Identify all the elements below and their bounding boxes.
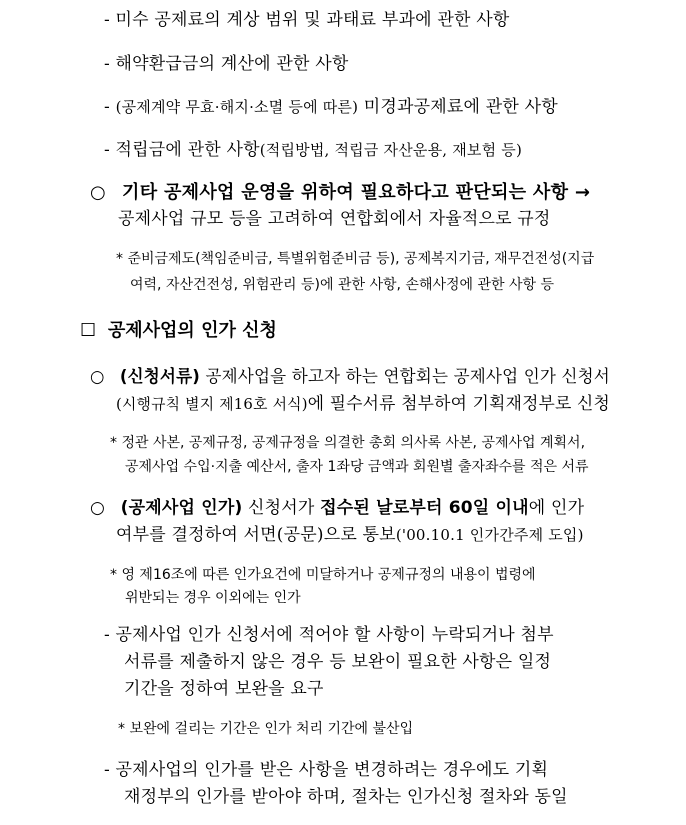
note-approval-conditions-cont: 위반되는 경우 이외에는 인가	[125, 590, 301, 606]
note-reserve-system-cont: 여력, 자산건전성, 위험관리 등)에 관한 사항, 손해사정에 관한 사항 등	[130, 277, 555, 293]
item-reserve: - 적립금에 관한 사항(적립방법, 적립금 자산운용, 재보험 등)	[104, 140, 522, 160]
item-change-approval-cont: 재정부의 인가를 받아야 하며, 절차는 인가신청 절차와 동일	[124, 787, 568, 807]
item-supplement: - 공제사업 인가 신청서에 적어야 할 사항이 누락되거나 첨부	[104, 625, 554, 645]
item-other-operation-cont: 공제사업 규모 등을 고려하여 연합회에서 자율적으로 규정	[118, 209, 551, 229]
note-supplement-period: * 보완에 걸리는 기간은 인가 처리 기간에 불산입	[118, 721, 414, 737]
section-heading	[80, 322, 277, 340]
note-required-docs: * 정관 사본, 공제규정, 공제규정을 의결한 총회 의사록 사본, 공제사업 계획서,	[110, 435, 586, 451]
item-approval-cont: 여부를 결정하여 서면(공문)으로 통보('00.10.1 인가간주제 도입)	[116, 525, 584, 545]
item-unearned-premium: - (공제계약 무효·해지·소멸 등에 따른) 미경과공제료에 관한 사항	[104, 97, 558, 117]
item-application-docs-cont: (시행규칙 별지 제16호 서식)에 필수서류 첨부하여 기획재정부로 신청	[116, 394, 611, 414]
circle-bullet-icon: ○	[90, 182, 107, 203]
circle-bullet-icon: ○	[90, 498, 106, 518]
item-approval: ○ (공제사업 인가) 신청서가 접수된 날로부터 60일 이내에 인가	[90, 498, 585, 518]
circle-bullet-icon: ○	[90, 367, 105, 387]
item-application-docs: ○ (신청서류) 공제사업을 하고자 하는 연합회는 공제사업 인가 신청서	[90, 367, 610, 387]
item-unpaid-premium: - 미수 공제료의 계상 범위 및 과태료 부과에 관한 사항	[104, 10, 510, 30]
item-supplement-cont1: 서류를 제출하지 않은 경우 등 보완이 필요한 사항은 일정	[124, 652, 552, 672]
item-refund-calc: - 해약환급금의 계산에 관한 사항	[104, 54, 349, 74]
section-title: 공제사업의 인가 신청	[107, 320, 277, 341]
item-other-operation: ○ 기타 공제사업 운영을 위하여 필요하다고 판단되는 사항 →	[90, 182, 591, 203]
note-required-docs-cont: 공제사업 수입·지출 예산서, 출자 1좌당 금액과 회원별 출자좌수를 적은 서류	[125, 459, 589, 475]
note-reserve-system: * 준비금제도(책임준비금, 특별위험준비금 등), 공제복지기금, 재무건전성(지급	[116, 251, 595, 267]
item-supplement-cont2: 기간을 정하여 보완을 요구	[124, 679, 324, 699]
checkbox-square-icon: ☐	[80, 320, 97, 341]
note-approval-conditions: * 영 제16조에 따른 인가요건에 미달하거나 공제규정의 내용이 법령에	[110, 567, 536, 583]
item-change-approval: - 공제사업의 인가를 받은 사항을 변경하려는 경우에도 기획	[104, 760, 549, 780]
